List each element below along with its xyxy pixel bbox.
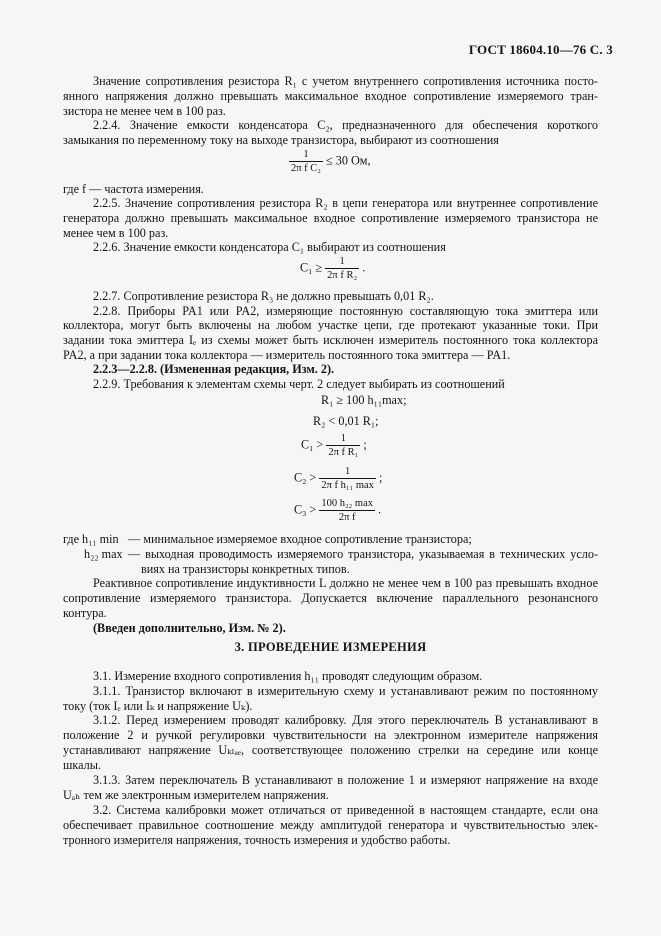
formula-c2-bound: C₂ > $\frac{1}{\text{2π f h₁₁ max}}$ ; [294, 466, 383, 491]
formula-c2: $\frac{1}{\text{2π f C₂}}$ ≤ 30 Ом, [291, 149, 371, 174]
paragraph-line: PA2, а при задании тока коллектора — измеритель постоянного тока эмиттера — PA1. [63, 348, 511, 362]
paragraph-line: контура. [63, 606, 107, 620]
paragraph-line: положение 2 и ручкой регулировки чувствительности на электронном измерителе напряжения [63, 728, 598, 742]
paragraph-line: 3.2. Система калибровки может отличаться от приведенной в настоящем стандарте, если она [93, 803, 598, 817]
paragraph-line: 3.1.2. Перед измерением проводят калибровку. Для этого переключатель B устанавливают в [93, 713, 598, 727]
paragraph-line: Реактивное сопротивление индуктивности L должно не менее чем в 100 раз превышать входное [93, 576, 598, 590]
paragraph-line: Uₐₕ тем же электронным измерителем напряжения. [63, 788, 329, 802]
paragraph-line: 3.1.3. Затем переключатель B устанавливают в положение 1 и измеряют напряжение на входе [93, 773, 598, 787]
paragraph-line: обеспечивает правильное соотношение между амплитудой генератора и чувствительностью элек- [63, 818, 598, 832]
paragraph-line: тронного измерителя напряжения, точность измерения и удобство работы. [63, 833, 451, 847]
section-title: 3. ПРОВЕДЕНИЕ ИЗМЕРЕНИЯ [234, 640, 427, 654]
paragraph-line: току (ток Iₑ или Iₖ и напряжение Uₖ). [63, 699, 253, 713]
page-header: ГОСТ 18604.10—76 С. 3 [468, 42, 613, 57]
amendment-note: 2.2.3—2.2.8. (Измененная редакция, Изм. 2). [93, 362, 335, 376]
definition-text: — минимальное измеряемое входное сопротивление транзистора; [128, 532, 472, 546]
paragraph-line: 3.1. Измерение входного сопротивления h₁₁ проводят следующим образом. [93, 669, 483, 683]
paragraph-line: Значение сопротивления резистора R₁ с учетом внутреннего сопротивления источника посто- [93, 74, 598, 88]
definition-text: — выходная проводимость измеряемого транзистора, указываемая в технических усло- [128, 547, 598, 561]
definition-symbol: h₂₂ max [84, 547, 123, 561]
paragraph-line: 2.2.7. Сопротивление резистора R₃ не должно превышать 0,01 R₂. [93, 289, 434, 303]
formula-r1: R₁ ≥ 100 h₁₁max; [321, 393, 407, 407]
definition-text: виях на транзисторы конкретных типов. [141, 562, 350, 576]
paragraph-line: замыкания по переменному току на выходе транзистора, выбирают из соотношения [63, 133, 499, 147]
paragraph-line: шкалы. [63, 758, 101, 772]
amendment-note: (Введен дополнительно, Изм. № 2). [93, 621, 286, 635]
formula-c3-bound: C₃ > $\frac{\text{100 h₂₂ max}}{\text{2π f}}$ . [294, 498, 382, 523]
paragraph-line: 2.2.6. Значение емкости конденсатора C₁ выбирают из соотношения [93, 240, 446, 254]
paragraph-line: 2.2.5. Значение сопротивления резистора R₂ в цепи генератора или внутреннее сопротивление [93, 196, 598, 210]
paragraph-line: менее чем в 100 раз. [63, 226, 169, 240]
paragraph-line: задании тока эмиттера Iₑ из схемы может быть исключен измеритель постоянного тока коллектора [63, 333, 598, 347]
paragraph-line: устанавливают напряжение Uₖₗₐₑ, соответствующее положению стрелки на середине или конце [63, 743, 598, 757]
paragraph-line: 2.2.9. Требования к элементам схемы черт. 2 следует выбирать из соотношений [93, 377, 505, 391]
formula-c1: C₁ ≥ $\frac{1}{\text{2π f R₂}}$ . [300, 256, 366, 281]
formula-r2: R₂ < 0,01 R₁; [313, 414, 379, 428]
definition-symbol: где h₁₁ min [63, 532, 119, 546]
formula-c1-bound: C₁ > $\frac{1}{\text{2π f R₁}}$ ; [301, 433, 367, 458]
paragraph-line: 3.1.1. Транзистор включают в измерительную схему и устанавливают режим по постоянному [93, 684, 598, 698]
paragraph-line: янного напряжения должно превышать максимальное входное сопротивление измеряемого тран- [63, 89, 598, 103]
paragraph-line: коллектора, могут быть включены на любом участке цепи, где протекают указанные токи. При [63, 318, 598, 332]
paragraph-line: 2.2.4. Значение емкости конденсатора C₂, предназначенного для обеспечения короткого [93, 118, 598, 132]
paragraph-line: сопротивление измеряемого транзистора. Допускается включение параллельного резонансного [63, 591, 598, 605]
paragraph-line: зистора не менее чем в 100 раз. [63, 104, 226, 118]
paragraph-line: где f — частота измерения. [63, 182, 204, 196]
paragraph-line: 2.2.8. Приборы PA1 или PA2, измеряющие постоянную составляющую тока эмиттера или [93, 304, 598, 318]
paragraph-line: генератора должно превышать максимальное входное сопротивление измеряемого транзистора не [63, 211, 598, 225]
